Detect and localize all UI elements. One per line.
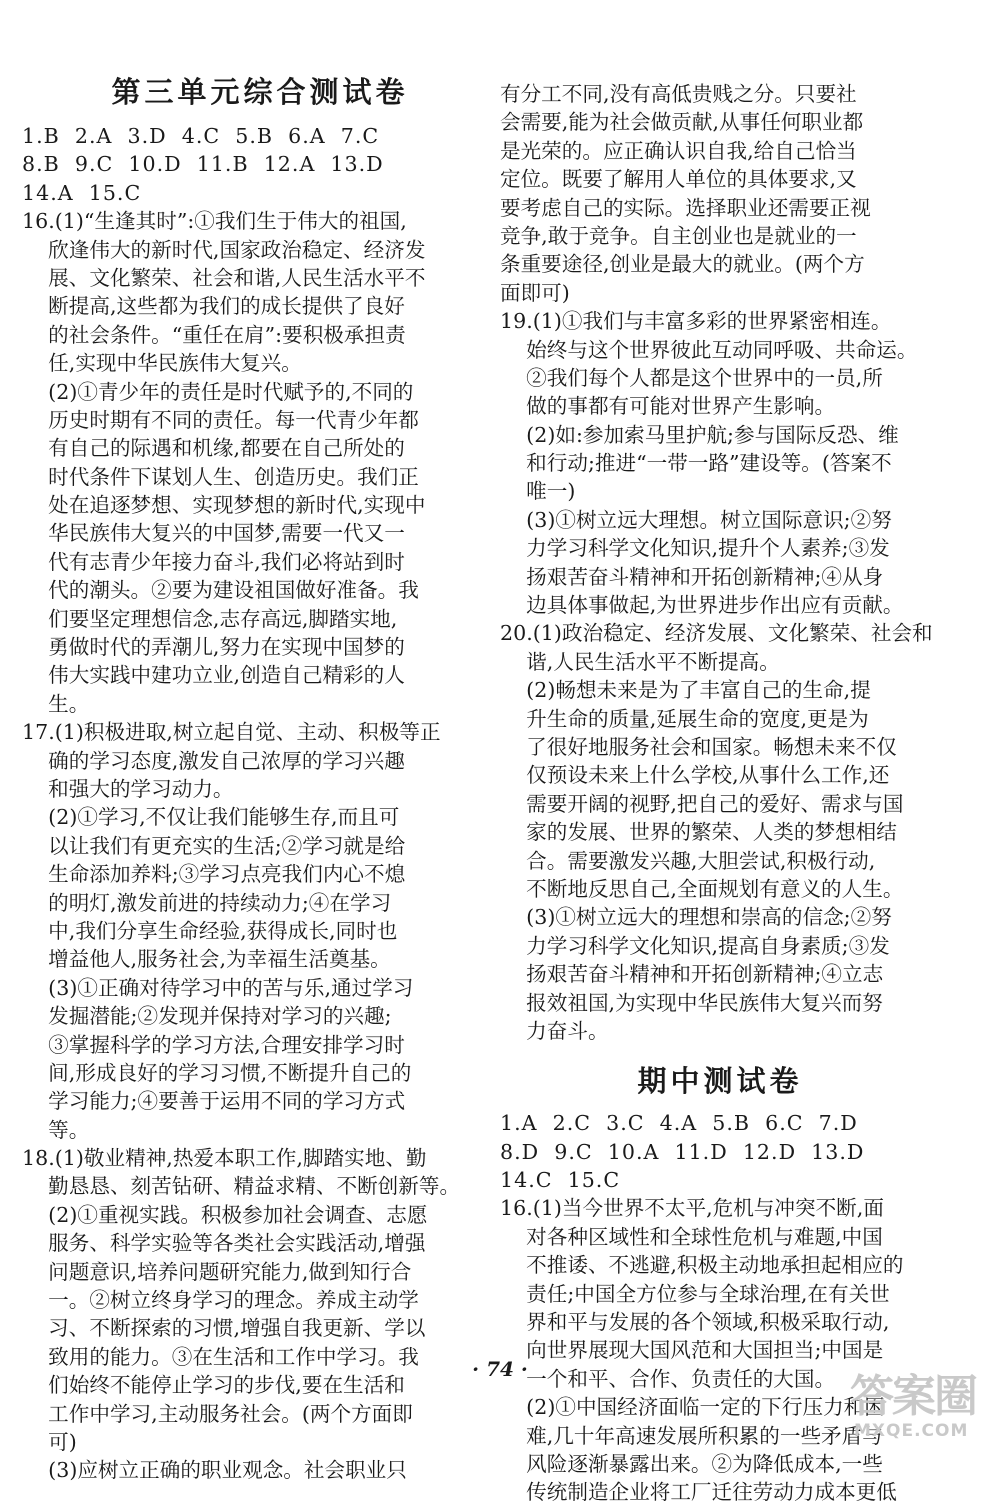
answer-line: (2)①青少年的责任是时代赋予的,不同的 [22, 379, 414, 404]
answer-line: 会需要,能为社会做贡献,从事任何职业都 [500, 110, 864, 135]
answer-line: ③掌握科学的学习方法,合理安排学习时 [22, 1032, 405, 1057]
answer-line: 历史时期有不同的责任。每一代青少年都 [22, 407, 419, 432]
watermark-small-text: MXQE.COM [854, 1421, 969, 1441]
answer-line: 风险逐渐暴露出来。②为降低成本,一些 [500, 1451, 883, 1476]
answer-line: 有自己的际遇和机缘,都要在自己所处的 [22, 436, 405, 461]
answer-line: ②我们每个人都是这个世界中的一员,所 [500, 365, 883, 390]
answer-line: 增益他人,服务社会,为幸福生活奠基。 [22, 947, 391, 972]
right-answer-lines-bottom [500, 1109, 940, 1506]
answer-line: 代的潮头。②要为建设祖国做好准备。我 [22, 578, 419, 603]
answer-line: 1.B 2.A 3.D 4.C 5.B 6.A 7.C [22, 124, 380, 148]
unit-three-test-title: 第三单元综合测试卷 [111, 75, 409, 109]
answer-line: 做的事都有可能对世界产生影响。 [500, 394, 836, 419]
answer-line: 界和平与发展的各个领域,积极采取行动, [500, 1310, 890, 1335]
answer-line: 始终与这个世界彼此互动同呼吸、共命运。 [500, 337, 918, 362]
answer-line: 欣逢伟大的新时代,国家政治稳定、经济发 [22, 237, 426, 262]
answer-line: 们要坚定理想信念,志存高远,脚踏实地, [22, 606, 398, 631]
answer-line: 8.B 9.C 10.D 11.B 12.A 13.D [22, 152, 384, 177]
answer-line: 20.(1)政治稳定、经济发展、文化繁荣、社会和 [500, 621, 933, 646]
answer-line: 仅预设未来上什么学校,从事什么工作,还 [500, 763, 890, 788]
answer-line: 习、不断探索的习惯,增强自我更新、学以 [22, 1316, 426, 1341]
right-answer-lines-top [500, 80, 940, 1045]
answer-line: 中,我们分享生命经验,获得成长,同时也 [22, 918, 398, 943]
answer-line: 力学习科学文化知识,提高自身素质;③发 [500, 933, 890, 958]
answer-line: 家的发展、世界的繁荣、人类的梦想相结 [500, 820, 897, 845]
answer-line: (2)①中国经济面临一定的下行压力和困 [500, 1395, 885, 1420]
answer-line: 传统制造企业将工厂迁往劳动力成本更低 [500, 1480, 897, 1505]
answer-line: 力学习科学文化知识,提升个人素养;③发 [500, 536, 890, 561]
answer-line: 扬艰苦奋斗精神和开拓创新精神;④从身 [500, 564, 884, 589]
answer-line: 服务、科学实验等各类社会实践活动,增强 [22, 1231, 426, 1256]
answer-line: 需要开阔的视野,把自己的爱好、需求与国 [500, 791, 904, 816]
answer-line: 可) [22, 1429, 77, 1454]
answer-line: 一个和平、合作、负责任的大国。 [500, 1366, 836, 1391]
answer-line: 代有志青少年接力奋斗,我们必将站到时 [22, 549, 405, 574]
answer-line: 华民族伟大复兴的中国梦,需要一代又一 [22, 521, 405, 546]
answer-line: 一。②树立终身学习的理念。养成主动学 [22, 1288, 419, 1313]
answer-line: 是光荣的。应正确认识自我,给自己恰当 [500, 138, 857, 163]
answer-line: 处在追逐梦想、实现梦想的新时代,实现中 [22, 493, 426, 518]
answer-line: 确的学习态度,激发自己浓厚的学习兴趣 [22, 748, 405, 773]
answer-line: 17.(1)积极进取,树立起自觉、主动、积极等正 [22, 720, 441, 745]
answer-line: (3)应树立正确的职业观念。社会职业只 [22, 1458, 407, 1483]
answer-line: 不推诿、不逃避,积极主动地承担起相应的 [500, 1253, 904, 1278]
answer-line: 不断地反思自己,全面规划有意义的人生。 [500, 876, 904, 901]
answer-line: 生。 [22, 691, 90, 716]
answer-line: 唯一) [500, 479, 576, 504]
answer-line: 间,形成良好的学习习惯,不断提升自己的 [22, 1060, 412, 1085]
answer-line: 工作中学习,主动服务社会。(两个方面即 [22, 1401, 413, 1426]
answer-line: 断提高,这些都为我们的成长提供了良好 [22, 294, 405, 319]
answer-line: 的社会条件。“重任在肩”:要积极承担责 [22, 322, 406, 347]
answer-line: (2)如:参加索马里护航;参与国际反恐、维 [500, 422, 899, 447]
answer-line: 边具体事做起,为世界进步作出应有贡献。 [500, 593, 904, 618]
answer-line: 勤恳恳、刻苦钻研、精益求精、不断创新等。 [22, 1174, 461, 1199]
answer-line: 难,几十年高速发展所积累的一些矛盾与 [500, 1423, 883, 1448]
answer-line: 升生命的质量,延展生命的宽度,更是为 [500, 706, 869, 731]
answer-line: (3)①树立远大理想。树立国际意识;②努 [500, 507, 892, 532]
answer-line: 致用的能力。③在生活和工作中学习。我 [22, 1344, 419, 1369]
answer-line: 等。 [22, 1117, 90, 1142]
answer-line: 条重要途径,创业是最大的就业。(两个方 [500, 252, 865, 277]
midterm-test-title: 期中测试卷 [637, 1064, 803, 1099]
answer-line: (2)畅想未来是为了丰富自己的生命,提 [500, 678, 871, 703]
left-answer-lines [22, 122, 462, 1485]
answer-line: 力奋斗。 [500, 1018, 609, 1043]
answer-line: 问题意识,培养问题研究能力,做到知行合 [22, 1259, 412, 1284]
answer-line: 和强大的学习动力。 [22, 776, 234, 801]
answer-line: 18.(1)敬业精神,热爱本职工作,脚踏实地、勤 [22, 1146, 427, 1171]
answer-line: 扬艰苦奋斗精神和开拓创新精神;④立志 [500, 962, 884, 987]
answer-line: 向世界展现大国风范和大国担当;中国是 [500, 1338, 884, 1363]
answer-line: (2)①重视实践。积极参加社会调查、志愿 [22, 1202, 428, 1227]
answer-line: 竞争,敢于竞争。自主创业也是就业的一 [500, 223, 857, 248]
answer-line: 有分工不同,没有高低贵贱之分。只要社 [500, 82, 857, 106]
answer-line: 任,实现中华民族伟大复兴。 [22, 351, 302, 376]
left-column [22, 70, 462, 1485]
answer-line: 8.D 9.C 10.A 11.D 12.D 13.D [500, 1139, 865, 1164]
watermark-big-text: 答案圈 [850, 1371, 976, 1422]
answer-line: 面即可) [500, 280, 570, 305]
answer-line: 16.(1)“生逢其时”:①我们生于伟大的祖国, [22, 209, 407, 234]
answer-line: 勇做时代的弄潮儿,努力在实现中国梦的 [22, 635, 405, 660]
watermark-logo [850, 1372, 995, 1442]
answer-line: 合。需要激发兴趣,大胆尝试,积极行动, [500, 848, 876, 873]
page-number: · 74 · [472, 1357, 528, 1381]
answer-line: (2)①学习,不仅让我们能够生存,而且可 [22, 805, 400, 830]
answer-line: 1.A 2.C 3.C 4.A 5.B 6.C 7.D [500, 1111, 858, 1136]
answer-line: 报效祖国,为实现中华民族伟大复兴而努 [500, 990, 883, 1015]
answer-line: 14.C 15.C [500, 1168, 621, 1193]
answer-line: (3)①树立远大的理想和崇高的信念;②努 [500, 905, 892, 930]
answer-line: 14.A 15.C [22, 180, 142, 205]
answer-line: 了很好地服务社会和国家。畅想未来不仅 [500, 734, 897, 759]
answer-line: 要考虑自己的实际。选择职业还需要正视 [500, 195, 871, 220]
answer-line: 伟大实践中建功立业,创造自己精彩的人 [22, 663, 405, 688]
answer-line: 对各种区域性和全球性危机与难题,中国 [500, 1224, 883, 1249]
answer-line: 谐,人民生活水平不断提高。 [500, 649, 780, 674]
answer-line: 学习能力;④要善于运用不同的学习方式 [22, 1089, 406, 1114]
answer-line: 和行动;推进“一带一路”建设等。(答案不 [500, 451, 892, 476]
answer-line: 定位。既要了解用人单位的具体要求,又 [500, 167, 857, 192]
answer-line: 们始终不能停止学习的步伐,要在生活和 [22, 1373, 405, 1398]
answer-line: 责任;中国全方位参与全球治理,在有关世 [500, 1281, 890, 1306]
right-column [500, 80, 940, 1507]
answer-line: 发掘潜能;②发现并保持对学习的兴趣; [22, 1004, 392, 1029]
answer-line: 生命添加养料;③学习点亮我们内心不熄 [22, 862, 406, 887]
answer-line: 16.(1)当今世界不太平,危机与冲突不断,面 [500, 1196, 884, 1221]
answer-line: 的明灯,激发前进的持续动力;④在学习 [22, 890, 392, 915]
answer-line: 时代条件下谋划人生、创造历史。我们正 [22, 464, 419, 489]
answer-line: (3)①正确对待学习中的苦与乐,通过学习 [22, 975, 414, 1000]
answer-line: 展、文化繁荣、社会和谐,人民生活水平不 [22, 265, 426, 290]
answer-line: 以让我们有更充实的生活;②学习就是给 [22, 833, 406, 858]
answer-line: 19.(1)①我们与丰富多彩的世界紧密相连。 [500, 309, 892, 334]
